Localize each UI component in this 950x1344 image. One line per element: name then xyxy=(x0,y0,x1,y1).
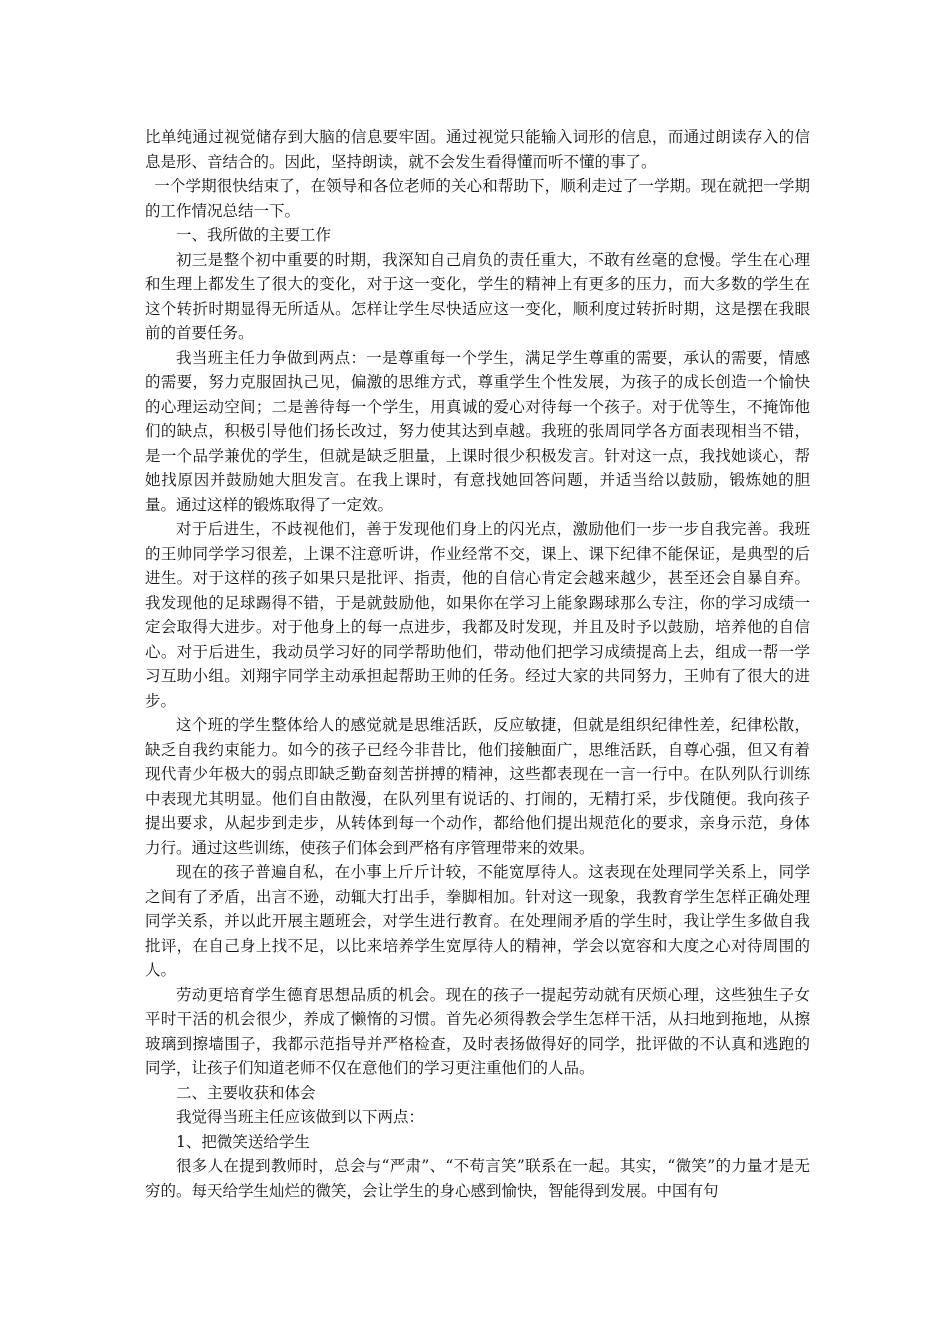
paragraph-two-points: 我当班主任力争做到两点：一是尊重每一个学生，满足学生尊重的需要，承认的需要，情感的需要，努力克服固执己见，偏激的思维方式，尊重学生个性发展，为孩子的成长创造一个愉快的心理运动空间；二是善待每一个学生，用真诚的爱心对待每一个孩子。对于优等生，不掩饰他们的缺点，积极引导他们扬长改过，努力使其达到卓越。我班的张周同学各方面表现相当不错，是一个品学兼优的学生，但就是缺乏胆量，上课时很少积极发言。针对这一点，我找她谈心，帮她找原因并鼓励她大胆发言。在我上课时，有意找她回答问题，并适当给以鼓励，锻炼她的胆量。通过这样的锻炼取得了一定效。 xyxy=(145,348,810,514)
paragraph-smile: 很多人在提到教师时，总会与“严肃”、“不苟言笑”联系在一起。其实，“微笑”的力量才是无穷的。每天给学生灿烂的微笑，会让学生的身心感到愉快，智能得到发展。中国有句 xyxy=(145,1157,810,1200)
subheading-smile: 1、把微笑送给学生 xyxy=(176,1132,310,1151)
paragraph-struggling-students: 对于后进生，不歧视他们，善于发现他们身上的闪光点，激励他们一步一步自我完善。我班的王帅同学学习很差，上课不注意听讲，作业经常不交，课上、课下纪律不能保证，是典型的后进生。对于这样的孩子如果只是批评、指责，他的自信心肯定会越来越少，甚至还会自暴自弃。我发现他的足球踢得不错，于是就鼓励他，如果你在学习上能象踢球那么专注，你的学习成绩一定会取得大进步。对于他身上的每一点进步，我都及时发现，并且及时予以鼓励，培养他的自信心。对于后进生，我动员学习好的同学帮助他们，带动他们把学习成绩提高上去，组成一帮一学习互助小组。刘翔宇同学主动承担起帮助王帅的任务。经过大家的共同努力，王帅有了很大的进步。 xyxy=(145,520,810,710)
paragraph-labor: 劳动更培育学生德育思想品质的机会。现在的孩子一提起劳动就有厌烦心理，这些独生子女平时干活的机会很少，养成了懒惰的习惯。首先必须得教会学生怎样干活，从扫地到拖地，从擦玻璃到擦墙围子，我都示范指导并严格检查，及时表扬做得好的同学，批评做的不认真和逃跑的同学，让孩子们知道老师不仅在意他们的学习更注重他们的人品。 xyxy=(145,985,810,1077)
document-page xyxy=(145,125,810,1203)
paragraph-two-things: 我觉得当班主任应该做到以下两点： xyxy=(176,1108,425,1126)
paragraph-intro: 一个学期很快结束了，在领导和各位老师的关心和帮助下，顺利走过了一学期。现在就把一学期的工作情况总结一下。 xyxy=(145,177,810,220)
paragraph-grade-three: 初三是整个初中重要的时期，我深知自己肩负的责任重大，不敢有丝毫的怠慢。学生在心理和生理上都发生了很大的变化，对于这一变化，学生的精神上有更多的压力，而大多数的学生在这个转折时期显得无所适从。怎样让学生尽快适应这一变化，顺利度过转折时期，这是摆在我眼前的首要任务。 xyxy=(145,250,810,342)
paragraph-discipline: 这个班的学生整体给人的感觉就是思维活跃，反应敏捷，但就是组织纪律性差，纪律松散，缺乏自我约束能力。如今的孩子已经今非昔比，他们接触面广，思维活跃，自尊心强，但又有着现代青少年极大的弱点即缺乏勤奋刻苦拼搏的精神，这些都表现在一言一行中。在队列队行训练中表现尤其明显。他们自由散漫，在队列里有说话的、打闹的，无精打采，步伐随便。我向孩子提出要求，从起步到走步，从转体到每一个动作，都给他们提出规范化的要求，亲身示范，身体力行。通过这些训练，使孩子们体会到严格有序管理带来的效果。 xyxy=(145,716,810,857)
paragraph-continuation: 比单纯通过视觉储存到大脑的信息要牢固。通过视觉只能输入词形的信息，而通过朗读存入的信息是形、音结合的。因此，坚持朗读，就不会发生看得懂而听不懂的事了。 xyxy=(145,128,810,171)
section-heading-gains: 二、主要收获和体会 xyxy=(176,1083,316,1102)
paragraph-selfishness: 现在的孩子普遍自私，在小事上斤斤计较，不能宽厚待人。这表现在处理同学关系上，同学之间有了矛盾，出言不逊，动辄大打出手，拳脚相加。针对这一现象，我教育学生怎样正确处理同学关系，并以此开展主题班会，对学生进行教育。在处理闹矛盾的学生时，我让学生多做自我批评，在自己身上找不足，以比来培养学生宽厚待人的精神，学会以宽容和大度之心对待周围的人。 xyxy=(145,863,810,979)
section-heading-main-work: 一、我所做的主要工作 xyxy=(176,226,332,244)
